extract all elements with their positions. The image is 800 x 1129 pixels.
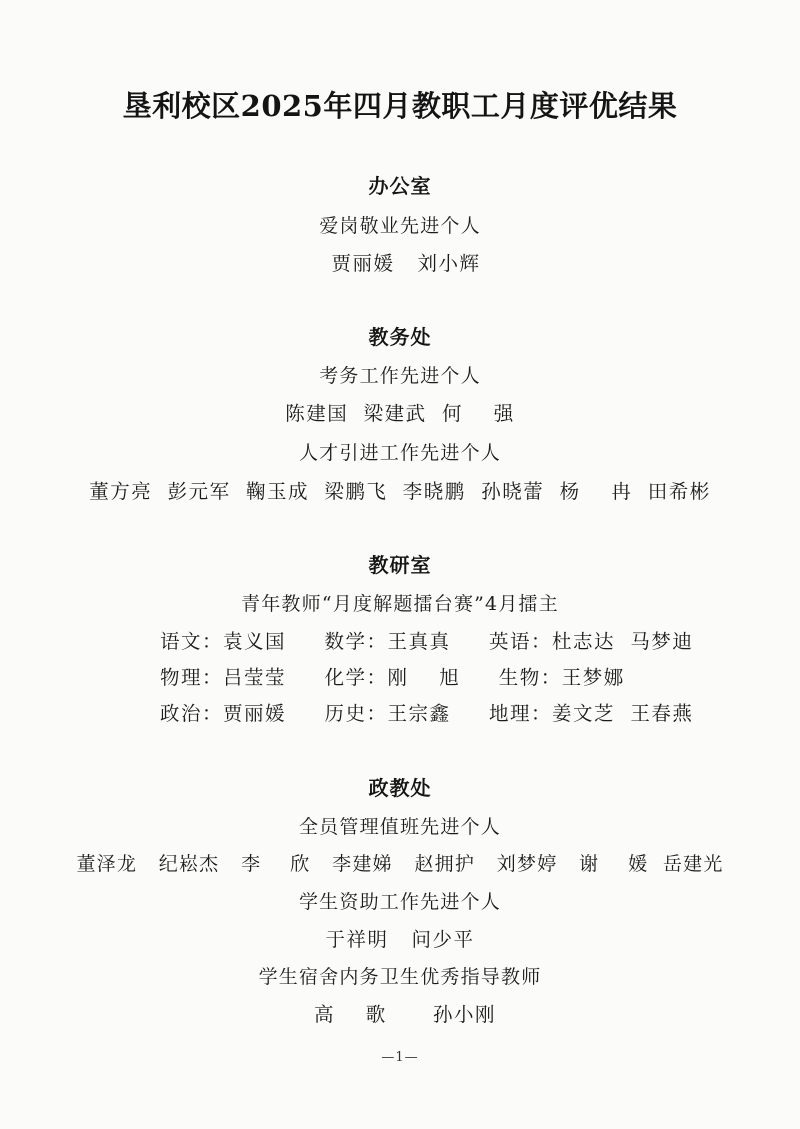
academic-affairs-heading: 教务处 — [368, 325, 432, 349]
student-affairs-heading: 政教处 — [368, 776, 432, 800]
contest-winners-row-1: 语文：袁义国 数学：王真真 英语：杜志达 马梦迪 — [160, 630, 694, 653]
exam-work-awardees: 陈建国 梁建武 何 强 — [285, 402, 515, 425]
dormitory-hygiene-category: 学生宿舍内务卫生优秀指导教师 — [258, 966, 542, 988]
problem-solving-contest-category: 青年教师“月度解题擂台赛”4月擂主 — [241, 593, 559, 615]
duty-management-category: 全员管理值班先进个人 — [298, 816, 501, 838]
contest-winners-row-3: 政治：贾丽媛 历史：王宗鑫 地理：姜文芝 王春燕 — [160, 702, 694, 725]
contest-winners-row-2: 物理：吕莹莹 化学：刚 旭 生物：王梦娜 — [160, 666, 625, 689]
talent-recruitment-awardees: 董方亮 彭元军 鞠玉成 梁鹏飞 李晓鹏 孙晓蕾 杨 冉 田希彬 — [89, 480, 711, 503]
talent-recruitment-category: 人才引进工作先进个人 — [298, 442, 501, 464]
office-heading: 办公室 — [368, 174, 432, 198]
office-award-category: 爱岗敬业先进个人 — [319, 215, 481, 237]
page-title: 垦利校区2025年四月教职工月度评优结果 — [122, 89, 678, 123]
office-awardees: 贾丽媛 刘小辉 — [331, 252, 481, 275]
student-aid-category: 学生资助工作先进个人 — [298, 891, 501, 913]
student-aid-awardees: 于祥明 问少平 — [325, 928, 475, 951]
duty-management-awardees: 董泽龙 纪崧杰 李 欣 李建娣 赵拥护 刘梦婷 谢 媛 岳建光 — [76, 853, 724, 875]
dormitory-hygiene-awardees: 高 歌 孙小刚 — [314, 1003, 496, 1026]
teaching-research-heading: 教研室 — [368, 553, 432, 577]
page-number: —1— — [381, 1050, 419, 1065]
exam-work-category: 考务工作先进个人 — [319, 365, 481, 387]
